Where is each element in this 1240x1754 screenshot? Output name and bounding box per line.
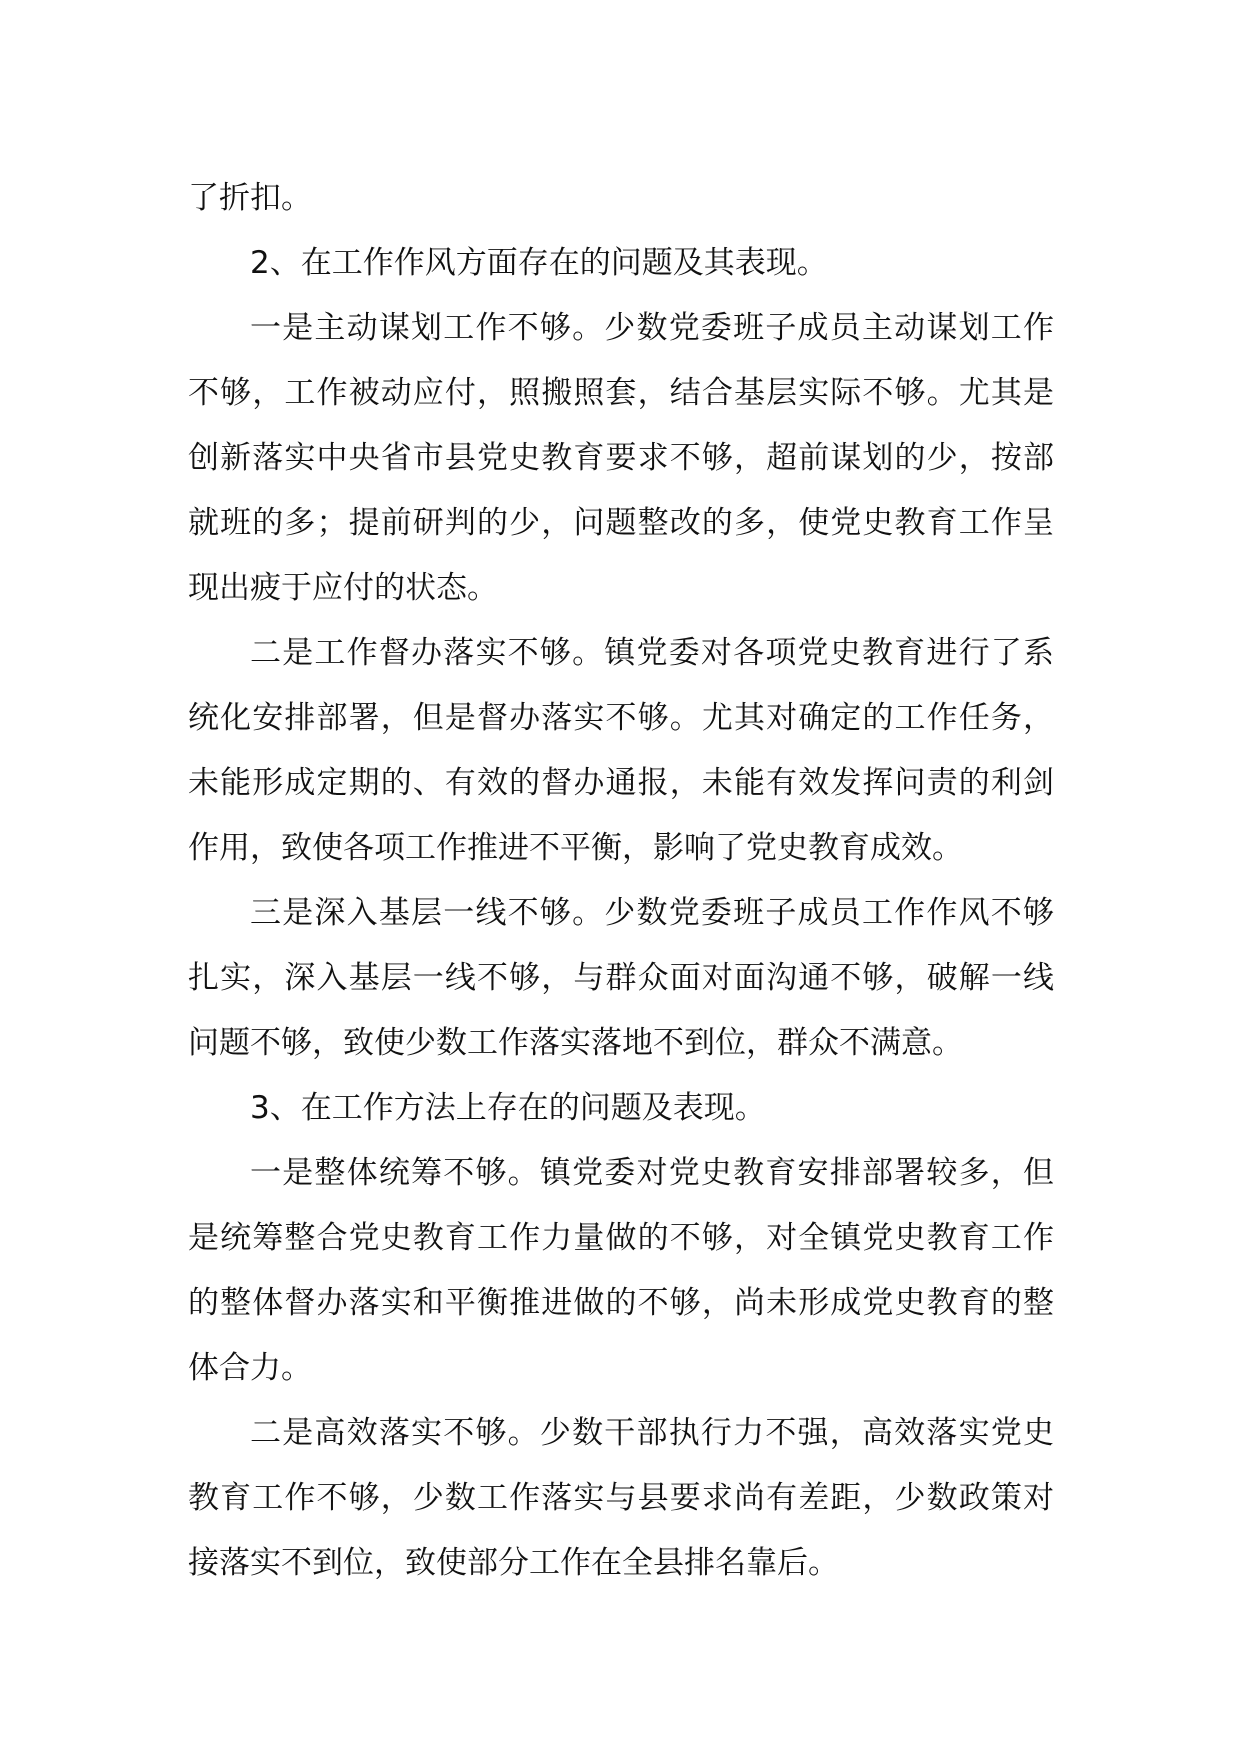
paragraph-planning: 一是主动谋划工作不够。少数党委班子成员主动谋划工作不够，工作被动应付，照搬照套，结合基层实际不够。尤其是创新落实中央省市县党史教育要求不够，超前谋划的少，按部就班的多；提前研判的少，问题整改的多，使党史教育工作呈现出疲于应付的状态。: [188, 310, 1054, 606]
paragraph-continuation: 了折扣。: [188, 180, 312, 216]
paragraph-grassroots: 三是深入基层一线不够。少数党委班子成员工作作风不够扎实，深入基层一线不够，与群众面对面沟通不够，破解一线问题不够，致使少数工作落实落地不到位，群众不满意。: [188, 895, 1054, 1061]
section-heading-work-methods: 3、在工作方法上存在的问题及表现。: [250, 1090, 766, 1126]
document-page: [188, 166, 1054, 1596]
paragraph-supervision: 二是工作督办落实不够。镇党委对各项党史教育进行了系统化安排部署，但是督办落实不够。尤其对确定的工作任务，未能形成定期的、有效的督办通报，未能有效发挥问责的利剑作用，致使各项工作推进不平衡，影响了党史教育成效。: [188, 635, 1054, 866]
section-heading-work-style: 2、在工作作风方面存在的问题及其表现。: [250, 245, 828, 281]
paragraph-coordination: 一是整体统筹不够。镇党委对党史教育安排部署较多，但是统筹整合党史教育工作力量做的不够，对全镇党史教育工作的整体督办落实和平衡推进做的不够，尚未形成党史教育的整体合力。: [188, 1155, 1054, 1386]
paragraph-efficiency: 二是高效落实不够。少数干部执行力不强，高效落实党史教育工作不够，少数工作落实与县要求尚有差距，少数政策对接落实不到位，致使部分工作在全县排名靠后。: [188, 1415, 1054, 1581]
